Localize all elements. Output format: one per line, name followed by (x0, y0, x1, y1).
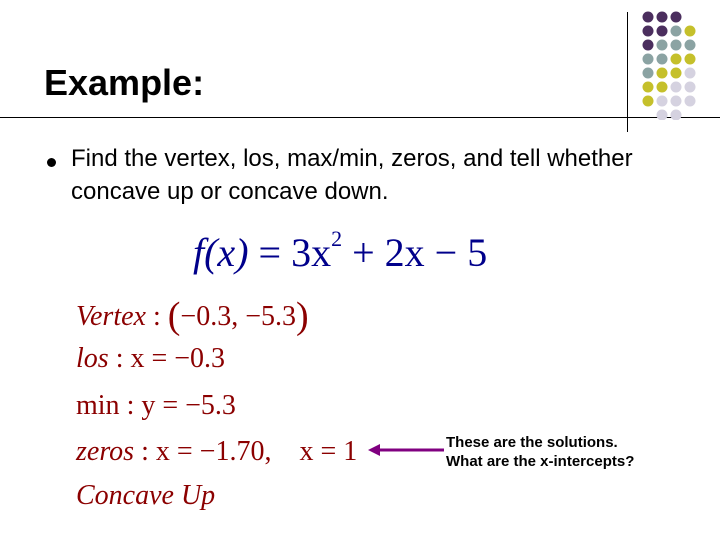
dot (671, 82, 682, 93)
los-label: los (76, 343, 109, 374)
dot (685, 96, 696, 107)
concavity-line (76, 480, 215, 512)
min-value: y = −5.3 (141, 390, 236, 421)
vertex-line: Vertex : (−0.3, −5.3) (76, 295, 309, 337)
quadratic-equation (193, 226, 487, 276)
bullet-text: Find the vertex, los, max/min, zeros, and tell whether concave up or concave down. (71, 145, 633, 205)
equation-lhs: f(x) (193, 230, 249, 275)
dot (657, 110, 668, 121)
min-label: min (76, 390, 120, 421)
decorative-dot-grid (640, 8, 720, 120)
annotation-callout (446, 433, 716, 471)
zeros-line: zeros : x = −1.70, x = 1 (76, 436, 358, 467)
dot (671, 40, 682, 51)
vertex-label: Vertex (76, 301, 146, 332)
vertex-value: −0.3, −5.3 (180, 301, 296, 332)
dot (657, 68, 668, 79)
dot (657, 82, 668, 93)
title-rule (0, 117, 720, 118)
equation-equals: = (258, 230, 282, 275)
equation-term1: 3x (291, 230, 332, 275)
dot (671, 110, 682, 121)
dot (685, 26, 696, 37)
dot (671, 26, 682, 37)
zeros-label: zeros (76, 436, 135, 467)
dot (685, 68, 696, 79)
dot (643, 12, 654, 23)
zeros-value-2: x = 1 (299, 436, 358, 467)
dot (643, 40, 654, 51)
los-value: x = −0.3 (130, 343, 226, 374)
left-arrow-icon (368, 441, 444, 459)
dot (685, 40, 696, 51)
dot (657, 54, 668, 65)
annotation-line-1: These are the solutions. (446, 434, 618, 451)
dot (643, 96, 654, 107)
dot (671, 96, 682, 107)
dot (671, 12, 682, 23)
slide-title: Example: (44, 62, 205, 103)
dot (643, 82, 654, 93)
min-line: min : y = −5.3 (76, 390, 236, 421)
zeros-value-1: x = −1.70, (155, 436, 272, 467)
equation-exponent: 2 (331, 226, 343, 251)
annotation-line-2: What are the x-intercepts? (446, 453, 635, 470)
dot (657, 12, 668, 23)
los-line: los : x = −0.3 (76, 343, 226, 374)
dot (657, 40, 668, 51)
dot (671, 54, 682, 65)
dot (643, 68, 654, 79)
equation-rest: + 2x − 5 (352, 230, 488, 275)
dot (685, 82, 696, 93)
dot (643, 54, 654, 65)
dot (685, 54, 696, 65)
vertical-divider (627, 12, 628, 132)
concavity-value: Concave Up (76, 480, 216, 511)
bullet-icon (47, 158, 56, 167)
dot (671, 68, 682, 79)
dot (643, 26, 654, 37)
dot (657, 96, 668, 107)
dot (657, 26, 668, 37)
